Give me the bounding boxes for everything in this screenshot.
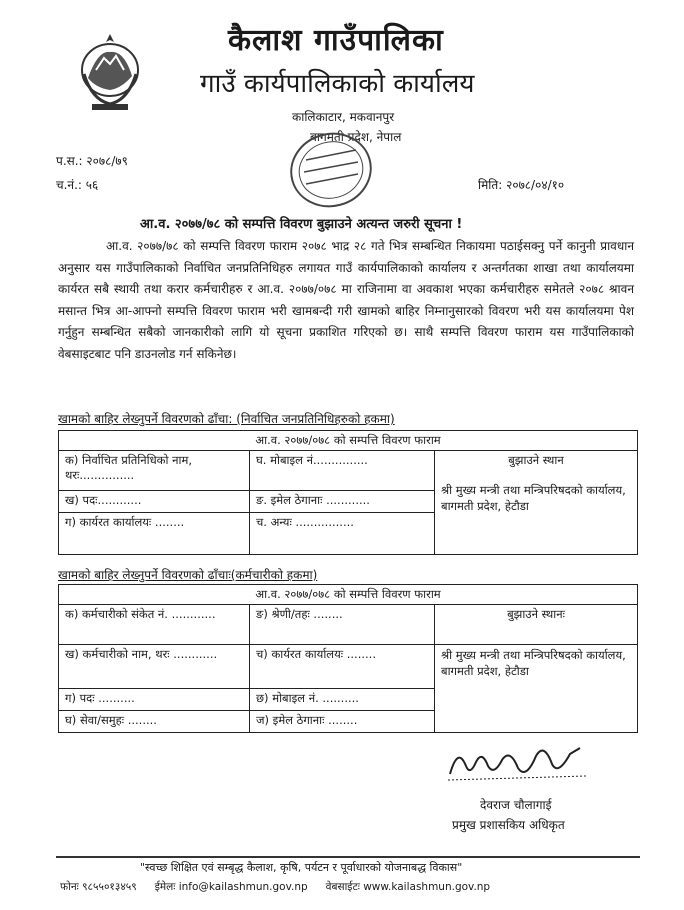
table2-submit-place: श्री मुख्य मन्त्री तथा मन्त्रिपरिषदको कार्यालय, बागमती प्रदेश, हेटौडा bbox=[441, 648, 626, 678]
asset-form-table-elected bbox=[58, 430, 638, 555]
notice-body: आ.व. २०७७/७८ को सम्पत्ति विवरण फाराम २०७८ भाद्र २८ गते भित्र सम्बन्धित निकायमा पठाईसक्नु पर्ने कानुनी प्रावधान अनुसार यस गाउँपालिकाको निर्वाचित जनप्रतिनिधिहरु लगायत गाउँ कार्यपालिकाको कार्यालय र अन्तर्गतका शाखा तथा कार्यालयमा कार्यरत सबै स्थायी तथा करार कर्मचारीहरु र आ.व. २०७७/०७८ मा राजिनामा वा अवकाश भएका कर्मचारीहरु समेतले २०७८ श्रावन मसान्त भित्र आ-आफ्नो सम्पत्ति विवरण फाराम भरी खामबन्दी गरी खामको बाहिर निम्नानुसारको विवरण भरी यस कार्यालयमा पेश गर्नुहुन सम्बन्धित सबैको जानकारीको लागि यो सूचना प्रकाशित गरिएको छ। साथै सम्पत्ति विवरण फाराम यस गाउँपालिकाको वेबसाइटबाट पनि डाउनलोड गर्न सकिनेछ। bbox=[58, 239, 634, 361]
table1-header: आ.व. २०७७/०७८ को सम्पत्ति विवरण फाराम bbox=[59, 431, 638, 451]
table1-submit-place: श्री मुख्य मन्त्री तथा मन्त्रिपरिषदको कार्यालय, बागमती प्रदेश, हेटौडा bbox=[441, 483, 626, 513]
asset-form-table-staff bbox=[58, 584, 638, 733]
table2-cell: च) कार्यरत कार्यालयः ........ bbox=[250, 645, 435, 689]
table2-cell: ख) कर्मचारीको नाम, थरः ............ bbox=[59, 645, 250, 689]
footer-divider bbox=[56, 856, 640, 858]
table2-cell: क) कर्मचारीको संकेत नं. ............ bbox=[59, 605, 250, 645]
dispatch-number: च.नं.: ५६ bbox=[56, 178, 99, 192]
table1-cell: च. अन्यः ................ bbox=[250, 513, 435, 555]
notice-title: आ.व. २०७७/७८ को सम्पत्ति विवरण बुझाउने अत्यन्त जरुरी सूचना ! bbox=[140, 217, 463, 232]
table1-caption: खामको बाहिर लेख्नुपर्ने विवरणको ढाँचा: (निर्वाचित जनप्रतिनिधिहरुको हकमा) bbox=[58, 412, 395, 426]
address-line-1: कालिकाटार, मकवानपुर bbox=[292, 110, 395, 124]
table2-caption: खामको बाहिर लेख्नुपर्ने विवरणको ढाँचाः(कर्मचारीको हकमा) bbox=[58, 568, 318, 582]
footer-website[interactable]: वेबसाईटः www.kailashmun.gov.np bbox=[325, 881, 491, 893]
table2-cell: ग) पदः .......... bbox=[59, 689, 250, 711]
footer-slogan: "स्वच्छ शिक्षित एवं सम्बृद्ध कैलाश, कृषि, पर्यटन र पूर्वाधारको योजनाबद्ध विकास" bbox=[140, 861, 463, 874]
table1-cell: घ. मोबाइल नं............... bbox=[250, 451, 435, 491]
table2-submit-cell bbox=[435, 645, 638, 733]
table2-submit-label-cell bbox=[435, 605, 638, 645]
table2-header: आ.व. २०७७/०७८ को सम्पत्ति विवरण फाराम bbox=[59, 585, 638, 605]
address-line-2: बागमती प्रदेश, नेपाल bbox=[310, 130, 402, 144]
table2-cell: घ) सेवा/समुहः ........ bbox=[59, 711, 250, 733]
signer-position: प्रमुख प्रशासकिय अधिकृत bbox=[452, 818, 565, 832]
footer-phone: फोनः ९८५५०१३४५९ bbox=[60, 881, 137, 893]
table2-cell: छ) मोबाइल नं. .......... bbox=[250, 689, 435, 711]
table2-cell: ङ) श्रेणी/तहः ........ bbox=[250, 605, 435, 645]
footer-contacts bbox=[60, 880, 640, 894]
municipality-title: कैलाश गाउँपालिका bbox=[228, 23, 444, 58]
table1-cell: ग) कार्यरत कार्यालयः ........ bbox=[59, 513, 250, 555]
table1-submit-label: बुझाउने स्थान bbox=[508, 453, 564, 467]
table1-submit-cell bbox=[435, 451, 638, 555]
table2-submit-label: बुझाउने स्थानः bbox=[507, 607, 565, 621]
table1-cell: ङ. इमेल ठेगानाः ............ bbox=[250, 491, 435, 513]
notice-date: मिति: २०७८/०४/१० bbox=[478, 178, 565, 192]
table1-cell: ख) पदः............ bbox=[59, 491, 250, 513]
table1-cell: क) निर्वाचित प्रतिनिधिको नाम, थरः............... bbox=[59, 451, 250, 491]
office-title: गाउँ कार्यपालिकाको कार्यालय bbox=[200, 69, 475, 99]
handwritten-signature bbox=[440, 736, 590, 786]
signer-name: देवराज चौलागाई bbox=[480, 798, 552, 812]
reference-number: प.स.: २०७८/७९ bbox=[56, 154, 128, 168]
footer-email[interactable]: ईमेलः info@kailashmun.gov.np bbox=[154, 881, 308, 893]
office-stamp bbox=[276, 130, 386, 210]
nepal-emblem-logo bbox=[78, 30, 142, 112]
table2-cell: ज) इमेल ठेगानाः ........ bbox=[250, 711, 435, 733]
